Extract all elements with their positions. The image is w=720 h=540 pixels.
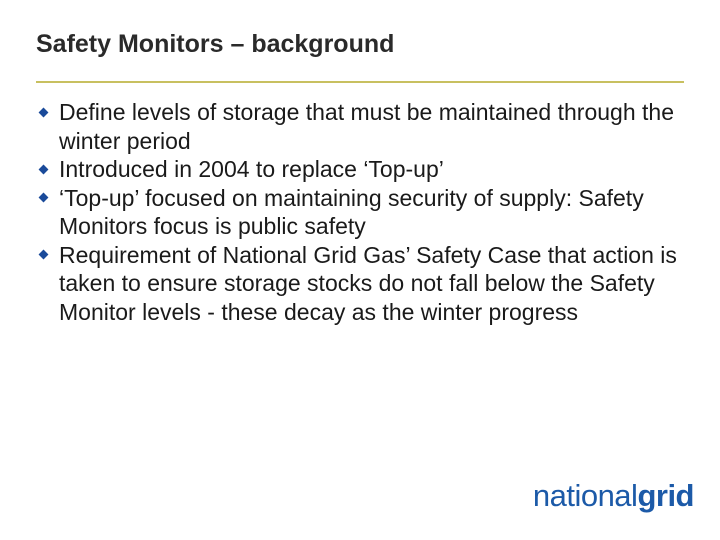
diamond-bullet-icon bbox=[39, 250, 49, 260]
slide-title: Safety Monitors – background bbox=[36, 30, 395, 58]
diamond-bullet-icon bbox=[39, 164, 49, 174]
logo-text-national: national bbox=[532, 478, 638, 513]
national-grid-logo bbox=[533, 478, 694, 514]
bullet-list bbox=[36, 98, 696, 326]
bullet-text: Requirement of National Grid Gas’ Safety Case that action is taken to ensure storage stocks do not fall below the Safety Monitor levels - these decay as the winter progress bbox=[59, 241, 677, 325]
bullet-item bbox=[36, 98, 696, 155]
diamond-bullet-icon bbox=[39, 193, 49, 203]
bullet-item bbox=[36, 155, 696, 184]
bullet-text: Introduced in 2004 to replace ‘Top-up’ bbox=[59, 156, 444, 182]
bullet-text: ‘Top-up’ focused on maintaining security of supply: Safety Monitors focus is public safety bbox=[59, 184, 644, 239]
bullet-text: Define levels of storage that must be maintained through the winter period bbox=[59, 99, 674, 154]
diamond-bullet-icon bbox=[39, 107, 49, 117]
bullet-item bbox=[36, 184, 696, 241]
bullet-item bbox=[36, 241, 696, 327]
logo-text-grid: grid bbox=[637, 478, 694, 513]
title-divider bbox=[36, 81, 684, 83]
